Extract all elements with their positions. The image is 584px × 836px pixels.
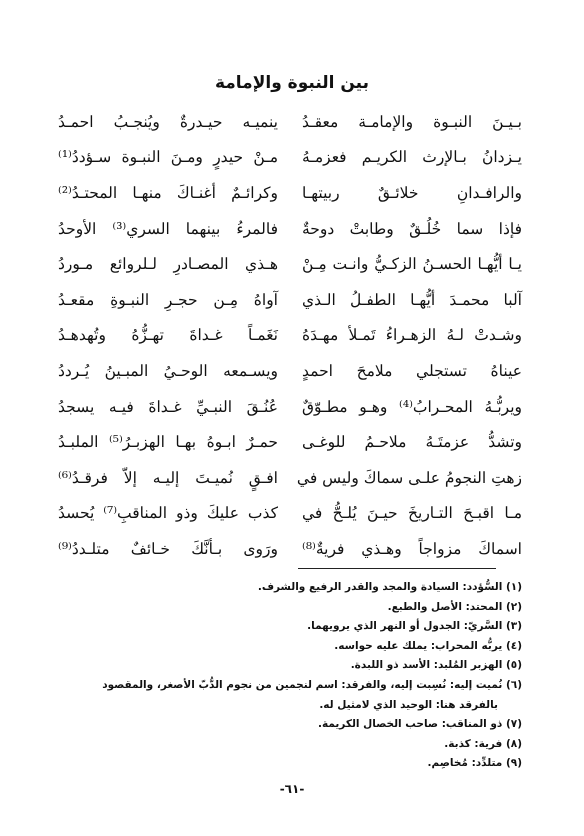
verse-first-hemistich: فإذا سما خُلُـقٌ وطابتْ دوحةٌ (302, 219, 522, 238)
verse-row (58, 496, 522, 532)
verse-first-hemistich: والرافـدانِ خلائـقٌ ربيتهـا (302, 183, 522, 202)
verse-first-hemistich: عيناهُ تستجلي ملامحَ احمدٍ (302, 361, 522, 380)
page-number: -٦١- (279, 782, 305, 796)
verse-second-hemistich: ورَوى بـأنَّكَ خـائفٌ متلـددُ⁽⁹⁾ (58, 539, 278, 558)
verse-row (58, 353, 522, 389)
footnote: (٥) الهزبر المُلبد: الأسد ذو اللبدة. (350, 659, 522, 672)
verse-first-hemistich: بـيـنَ النبـوة والإمامـة معقـدُ (302, 112, 522, 131)
footnote: (٤) يربُّه المحراب: يملك عليه حواسه. (334, 639, 522, 652)
footnote: (٦) نُميت إليه: نُسِبت إليه، والفرقد: اسم لنجمين من نجوم الدُّبّ الأصغر، والمقصود (102, 678, 522, 691)
verse-row (58, 531, 522, 567)
verse-first-hemistich: يـا أيُّهـا الحسـنُ الزكـيُّ وانـت مِـنْ (302, 255, 522, 274)
verse-second-hemistich: حمـرٌ ابـوهُ بهـا الهزبـرُ⁽⁵⁾ الملبـدُ (58, 433, 278, 452)
verse-first-hemistich: يـزدانُ بـالإرث الكريـم فعزمـهُ (302, 148, 522, 167)
verse-row (58, 460, 522, 496)
verse-first-hemistich: وشـدتْ لـهُ الزهـراءُ تَمـلأ مهـدَهُ (302, 326, 522, 345)
poem-body (58, 104, 522, 567)
poem-title: بين النبوة والإمامة (214, 73, 370, 93)
verse-second-hemistich: كذب عليكَ وذو المناقبِ⁽⁷⁾ يُحسدُ (58, 504, 278, 523)
footnote: (١) السُّؤدد: السيادة والمجد والقدر الرفيع والشرف. (257, 581, 522, 593)
verse-second-hemistich: وكرائـمٌ أغنـاكَ منهـا المحتـدُ⁽²⁾ (58, 183, 278, 202)
verse-first-hemistich: آلبا محمـدَ أيُّهـا الطفـلُ الـذي (302, 290, 522, 309)
verse-second-hemistich: فالمرءُ بينهما السري⁽³⁾ الأوحدُ (58, 219, 278, 238)
footnote: (٣) السَّريّ: الجدول أو النهر الذي يرويهما. (307, 620, 522, 633)
footnote: (٩) متلدِّد: مُخاصِم. (427, 757, 522, 770)
footnote-divider (298, 568, 496, 569)
verse-row (58, 424, 522, 460)
verse-second-hemistich: عُنُـقَ النبـيِّ غـداةَ فيـه يسجدُ (58, 397, 278, 416)
verse-row (58, 175, 522, 211)
footnotes (52, 578, 522, 774)
verse-row (58, 104, 522, 140)
verse-second-hemistich: هـذي المصـادرِ لـلروائع مـوردُ (58, 255, 278, 274)
footnote: (٢) المحتد: الأصل والطبع. (387, 600, 522, 613)
verse-second-hemistich: مـنْ حيدرٍ ومـنَ النبـوة سـؤددُ⁽¹⁾ (58, 148, 278, 167)
verse-first-hemistich: ويربُّـهُ المحـرابُ⁽⁴⁾ وهـو مطـوّقٌ (302, 397, 522, 416)
verse-second-hemistich: ويسـمعه الوحـيُ المبـينُ يُـرددُ (58, 361, 278, 380)
footnote-continuation: بالفرقد هنا: الوحيد الذي لامثيل له. (319, 698, 498, 711)
verse-row (58, 318, 522, 354)
verse-first-hemistich: زهتِ النجومُ علـى سماكَ وليس في (296, 468, 522, 487)
verse-second-hemistich: آواهُ مِـن حجـرِ النبـوةِ مقعـدُ (58, 290, 278, 309)
verse-row (58, 282, 522, 318)
footnote: (٧) ذو المناقب: صاحب الخصال الكريمة. (317, 718, 522, 731)
verse-row (58, 140, 522, 176)
verse-second-hemistich: ينميـه حيـدرةٌ ويُنجـبُ احمـدُ (58, 112, 278, 131)
verse-row (58, 211, 522, 247)
verse-second-hemistich: افـقٍ نُميـتَ إليـه إلاّ فرقـدُ⁽⁶⁾ (58, 468, 278, 487)
verse-second-hemistich: نَغَمـاً غـداةَ تهـزُّهُ وتُهدهـدُ (58, 326, 278, 345)
verse-first-hemistich: مـا اقبـحَ التـاريخَ حيـنَ يُلـحُّ في (302, 504, 522, 523)
verse-first-hemistich: اسماكَ مزواجاً وهـذي فريةٌ⁽⁸⁾ (302, 539, 522, 558)
footnote: (٨) فرية: كذبة. (444, 737, 522, 750)
verse-row (58, 389, 522, 425)
verse-row (58, 246, 522, 282)
verse-first-hemistich: وتشدُّ عزمتَـهُ ملاحـمُ للوغـى (302, 433, 522, 452)
